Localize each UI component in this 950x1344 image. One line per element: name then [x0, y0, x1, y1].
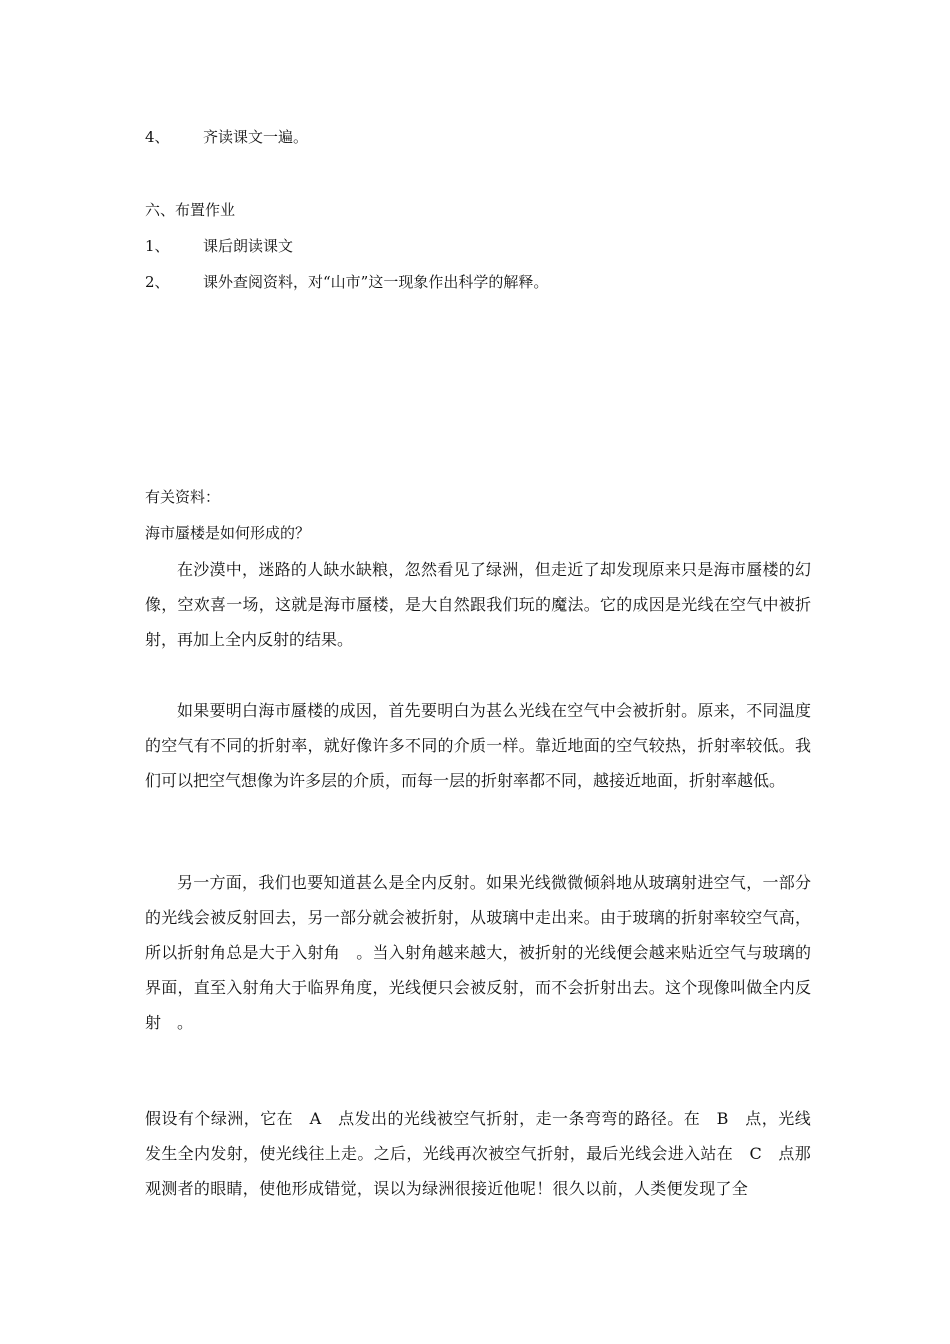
list-item-number: 1、: [145, 237, 170, 255]
paragraph: 如果要明白海市蜃楼的成因，首先要明白为甚么光线在空气中会被折射。原来，不同温度的空气有不同的折射率，就好像许多不同的介质一样。靠近地面的空气较热，折射率较低。我们可以把空气想像为许多层的介质，而每一层的折射率都不同，越接近地面，折射率越低。: [145, 701, 811, 790]
list-item-text: 齐读课文一遍。: [203, 128, 309, 146]
paragraph: 在沙漠中，迷路的人缺水缺粮，忽然看见了绿洲，但走近了却发现原来只是海市蜃楼的幻像，空欢喜一场，这就是海市蜃楼，是大自然跟我们玩的魔法。它的成因是光线在空气中被折射，再加上全内反射的结果。: [145, 560, 811, 649]
material-label: 有关资料：: [145, 488, 221, 506]
paragraph: 另一方面，我们也要知道甚么是全内反射。如果光线微微倾斜地从玻璃射进空气，一部分的光线会被反射回去，另一部分就会被折射，从玻璃中走出来。由于玻璃的折射率较空气高，所以折射角总是大于入射角 。当入射角越来越大，被折射的光线便会越来贴近空气与玻璃的界面，直至入射角大于临界角度，光线便只会被反射，而不会折射出去。这个现像叫做全内反射 。: [145, 873, 811, 1032]
list-item-text: 课外查阅资料，对“山市”这一现象作出科学的解释。: [203, 273, 549, 291]
material-question: 海市蜃楼是如何形成的？: [145, 524, 311, 542]
paragraph: 假设有个绿洲，它在 A 点发出的光线被空气折射，走一条弯弯的路径。在 B 点，光线发生全内发射，使光线往上走。之后，光线再次被空气折射，最后光线会进入站在 C 点那观测者的眼睛，使他形成错觉，误以为绿洲很接近他呢！很久以前，人类便发现了全: [145, 1109, 811, 1198]
list-item-number: 2、: [145, 273, 170, 291]
list-item-number: 4、: [145, 128, 170, 146]
list-item-text: 课后朗读课文: [203, 237, 294, 255]
section-heading: 六、布置作业: [145, 201, 236, 219]
